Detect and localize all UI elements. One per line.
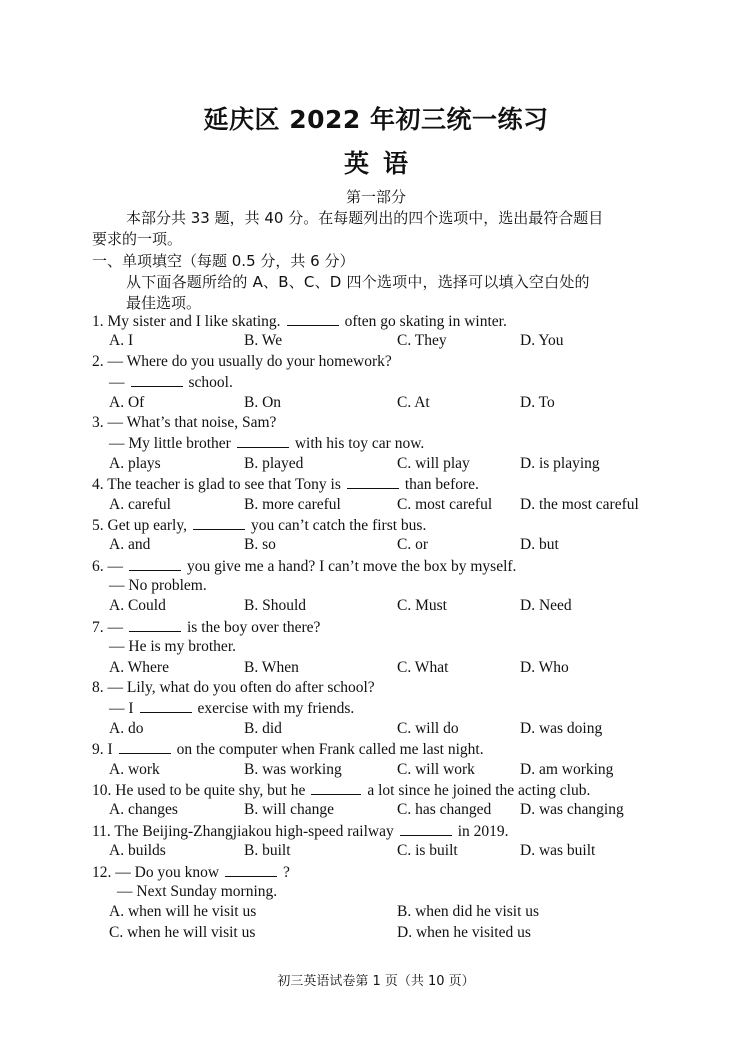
stem-text: 7. —: [92, 618, 123, 636]
stem-text: 10. He used to be quite shy, but he: [92, 781, 306, 799]
question-stem: [92, 678, 732, 698]
option-d: D. was built: [520, 842, 596, 860]
stem-text: 2. — Where do you usually do your homework?: [92, 352, 392, 370]
stem-text: is the boy over there?: [187, 618, 321, 636]
option-a: A. Could: [109, 597, 166, 615]
option-c: C. or: [397, 536, 428, 554]
exam-title: 延庆区 2022 年初三统一练习: [203, 105, 549, 134]
question-list: [92, 311, 732, 943]
question-10: [92, 780, 732, 821]
answer-blank: [311, 780, 361, 795]
question-5: [92, 515, 732, 556]
answer-blank: [119, 739, 171, 754]
stem-text: than before.: [404, 476, 479, 494]
dialogue-reply: [92, 576, 732, 596]
option-b: B. did: [244, 719, 282, 737]
question-stem: [92, 556, 732, 576]
question-stem: [92, 617, 732, 637]
options-row: [92, 658, 732, 678]
question-11: [92, 821, 732, 862]
stem-text: 1. My sister and I like skating.: [92, 313, 281, 330]
option-c: C. when he will visit us: [109, 923, 256, 941]
question-stem: [92, 311, 732, 331]
question-stem: [92, 821, 732, 841]
question-stem: [92, 739, 732, 759]
answer-blank: [237, 433, 289, 448]
option-b: B. so: [244, 536, 276, 554]
option-a: A. work: [109, 760, 160, 778]
reply-text: — I: [109, 700, 134, 718]
question-4: [92, 474, 732, 515]
section-title: 一、单项填空（每题 0.5 分，共 6 分）: [92, 252, 355, 270]
stem-text: on the computer when Frank called me last night.: [176, 741, 484, 759]
option-c: C. has changed: [397, 801, 492, 819]
dialogue-reply: [92, 433, 732, 453]
question-stem: [92, 352, 732, 372]
option-c: C. will play: [397, 454, 470, 472]
section-instruction-line-1: 从下面各题所给的 A、B、C、D 四个选项中，选择可以填入空白处的: [126, 273, 590, 291]
option-c: C. What: [397, 658, 449, 676]
reply-text: —: [109, 374, 125, 392]
answer-blank: [129, 556, 181, 571]
option-a: A. Where: [109, 658, 169, 676]
answer-blank: [131, 372, 183, 387]
option-b: B. Should: [244, 597, 307, 615]
dialogue-reply: [92, 372, 732, 392]
option-d: D. Who: [520, 658, 569, 676]
option-a: A. and: [109, 536, 151, 554]
option-a: A. plays: [109, 454, 161, 472]
stem-text: 5. Get up early,: [92, 516, 187, 534]
question-8: [92, 678, 732, 739]
reply-text: with his toy car now.: [294, 435, 425, 453]
option-c: C. most careful: [397, 495, 493, 513]
options-row: [92, 719, 732, 739]
option-a: A. do: [109, 719, 144, 737]
options-row: [92, 760, 732, 780]
option-c: C. will do: [397, 719, 459, 737]
option-b: B. was working: [244, 760, 342, 778]
option-a: A. when will he visit us: [109, 903, 257, 921]
reply-text: — No problem.: [109, 577, 207, 595]
option-a: A. changes: [109, 801, 178, 819]
reply-text: exercise with my friends.: [197, 700, 355, 718]
option-c: C. is built: [397, 842, 458, 860]
stem-text: you can’t catch the first bus.: [250, 516, 427, 534]
option-d: D. You: [520, 332, 564, 350]
answer-blank: [400, 821, 452, 836]
options-row: [92, 535, 732, 555]
question-stem: [92, 515, 732, 535]
options-row: [92, 331, 732, 351]
reply-text: — Next Sunday morning.: [117, 882, 278, 900]
options-row: [92, 393, 732, 413]
option-d: D. when he visited us: [397, 923, 531, 941]
subject-title: 英语: [343, 149, 422, 178]
stem-text: a lot since he joined the acting club.: [367, 781, 591, 799]
question-12: [92, 862, 732, 944]
option-c: C. will work: [397, 760, 475, 778]
question-stem: [92, 474, 732, 494]
answer-blank: [225, 862, 277, 877]
answer-blank: [347, 474, 399, 489]
part-heading: 第一部分: [345, 188, 406, 206]
stem-text: in 2019.: [457, 822, 509, 840]
section-instruction-line-2: 最佳选项。: [126, 294, 202, 312]
option-b: B. We: [244, 332, 283, 350]
question-1: [92, 311, 732, 352]
dialogue-reply: [92, 637, 732, 657]
option-d: D. To: [520, 393, 555, 411]
option-a: A. I: [109, 332, 134, 350]
reply-text: school.: [188, 374, 233, 392]
stem-text: often go skating in winter.: [344, 313, 507, 330]
stem-text: 12. — Do you know: [92, 863, 220, 881]
reply-text: — He is my brother.: [109, 638, 236, 656]
option-d: D. Need: [520, 597, 572, 615]
option-d: D. is playing: [520, 454, 600, 472]
options-row: [92, 800, 732, 820]
question-3: [92, 413, 732, 474]
question-2: [92, 352, 732, 413]
stem-text: 6. —: [92, 557, 123, 575]
stem-text: 9. I: [92, 741, 113, 759]
option-d: D. was changing: [520, 801, 624, 819]
question-stem: [92, 413, 732, 433]
option-b: B. played: [244, 454, 304, 472]
stem-text: you give me a hand? I can’t move the box by myself.: [187, 557, 517, 575]
option-a: A. Of: [109, 393, 145, 411]
part-intro-line-2: 要求的一项。: [92, 230, 183, 248]
answer-blank: [129, 617, 181, 632]
option-c: C. At: [397, 393, 430, 411]
option-c: C. Must: [397, 597, 447, 615]
options-row: [92, 841, 732, 861]
stem-text: 4. The teacher is glad to see that Tony is: [92, 476, 341, 494]
option-b: B. On: [244, 393, 282, 411]
answer-blank: [140, 698, 192, 713]
option-b: B. when did he visit us: [397, 903, 540, 921]
question-stem: [92, 862, 732, 882]
dialogue-reply: [92, 882, 732, 902]
option-d: D. the most careful: [520, 495, 639, 513]
options-row: [92, 596, 732, 616]
answer-blank: [193, 515, 245, 530]
option-d: D. am working: [520, 760, 614, 778]
option-b: B. will change: [244, 801, 334, 819]
option-d: D. but: [520, 536, 559, 554]
option-b: B. more careful: [244, 495, 341, 513]
options-row: [92, 454, 732, 474]
part-intro-line-1: 本部分共 33 题，共 40 分。在每题列出的四个选项中，选出最符合题目: [126, 209, 604, 227]
question-9: [92, 739, 732, 780]
stem-text: 3. — What’s that noise, Sam?: [92, 413, 277, 431]
stem-text: 11. The Beijing-Zhangjiakou high-speed railway: [92, 822, 394, 840]
stem-text: 8. — Lily, what do you often do after school?: [92, 679, 375, 697]
stem-text: ?: [283, 863, 290, 881]
question-stem: [92, 780, 732, 800]
option-d: D. was doing: [520, 719, 603, 737]
option-b: B. built: [244, 842, 291, 860]
option-a: A. careful: [109, 495, 171, 513]
option-b: B. When: [244, 658, 299, 676]
option-a: A. builds: [109, 842, 166, 860]
question-7: [92, 617, 732, 678]
option-c: C. They: [397, 332, 447, 350]
reply-text: — My little brother: [109, 435, 231, 453]
answer-blank: [287, 311, 339, 326]
page-footer: 初三英语试卷第 1 页（共 10 页）: [277, 974, 475, 989]
options-row: [92, 902, 732, 922]
options-row: [92, 495, 732, 515]
question-6: [92, 556, 732, 617]
dialogue-reply: [92, 698, 732, 718]
options-row: [92, 923, 732, 943]
